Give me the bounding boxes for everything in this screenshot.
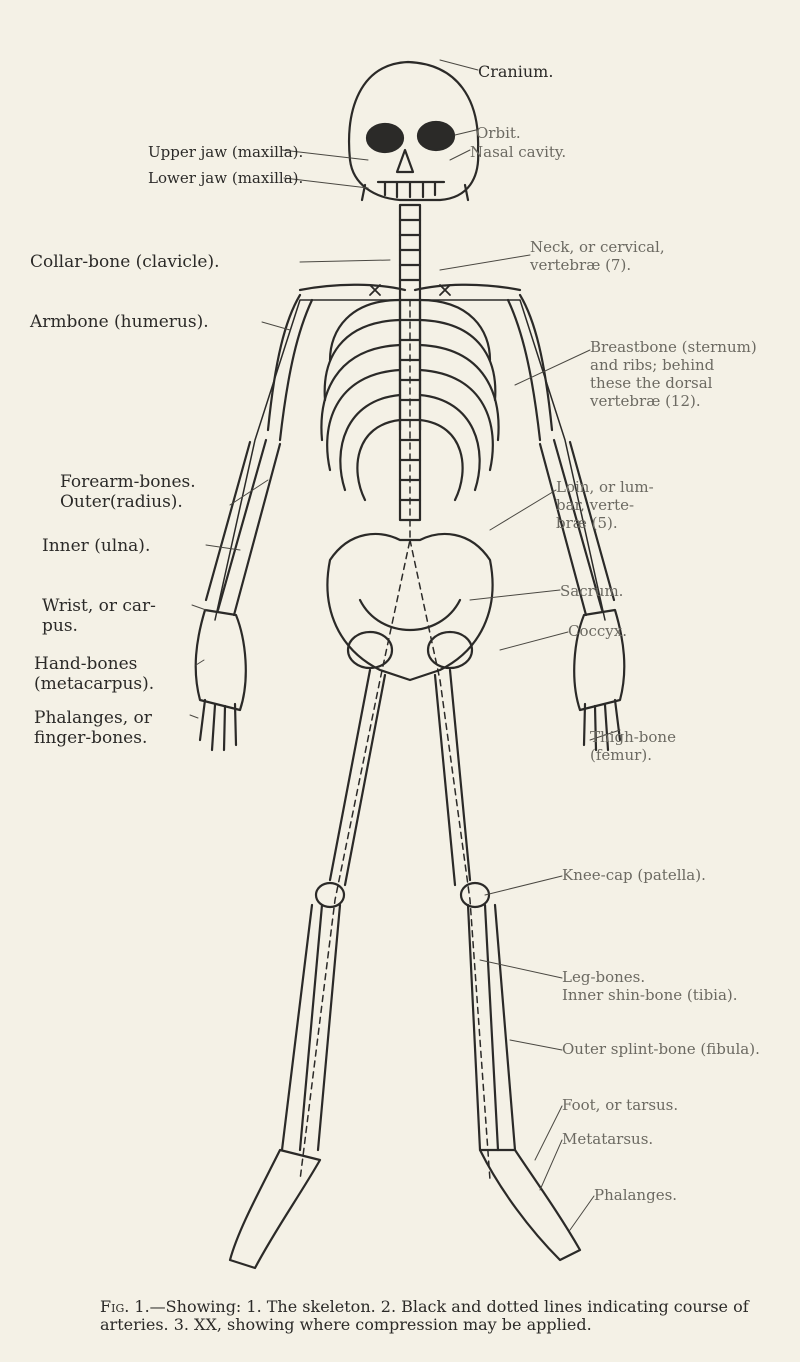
left-arm — [196, 295, 312, 750]
left-leg — [230, 670, 385, 1268]
caption-figure-number: Fig. 1. — [100, 1297, 150, 1316]
label-thigh-bone: Thigh-bone (femur). — [590, 728, 676, 764]
label-nasal-cavity: Nasal cavity. — [470, 143, 567, 161]
label-phalanges-finger: Phalanges, or finger-bones. — [34, 708, 152, 748]
label-foot: Foot, or tarsus. — [562, 1096, 679, 1114]
skull — [349, 62, 478, 200]
label-wrist: Wrist, or car- pus. — [42, 596, 156, 636]
label-upper-jaw: Upper jaw (maxilla). — [148, 143, 304, 161]
label-leg-bones: Leg-bones. Inner shin-bone (tibia). — [562, 968, 738, 1004]
label-knee-cap: Knee-cap (patella). — [562, 866, 706, 884]
pelvis — [327, 534, 492, 680]
label-hand-bones: Hand-bones (metacarpus). — [34, 654, 155, 694]
arteries — [215, 300, 605, 1180]
label-cranium: Cranium. — [478, 62, 554, 81]
label-loin: Loin, or lum- bar, verte- bræ (5). — [556, 478, 654, 532]
label-breastbone: Breastbone (sternum) and ribs; behind these the dorsal vertebræ (12). — [590, 338, 757, 410]
label-orbit: Orbit. — [476, 124, 521, 142]
label-lower-jaw: Lower jaw (maxilla). — [148, 169, 304, 187]
label-coccyx: Coccyx. — [568, 622, 628, 640]
label-phalanges-foot: Phalanges. — [594, 1186, 678, 1204]
figure-caption — [100, 1298, 790, 1334]
right-leg — [435, 670, 580, 1260]
label-metatarsus: Metatarsus. — [562, 1130, 654, 1148]
label-outer-splint-bone: Outer splint-bone (fibula). — [562, 1040, 760, 1058]
label-inner-ulna: Inner (ulna). — [42, 536, 151, 556]
caption-text: —Showing: 1. The skeleton. 2. Black and dotted lines indicating course of arteries. 3. XX, showing where compression may be applied. — [100, 1297, 749, 1334]
clavicles — [300, 285, 520, 290]
label-armbone: Armbone (humerus). — [30, 312, 209, 332]
spine — [400, 205, 420, 520]
label-sacrum: Sacrum. — [560, 582, 624, 600]
label-forearm-bones: Forearm-bones. Outer(radius). — [60, 472, 196, 512]
label-neck: Neck, or cervical, vertebræ (7). — [530, 238, 665, 274]
label-collar-bone: Collar-bone (clavicle). — [30, 252, 220, 272]
